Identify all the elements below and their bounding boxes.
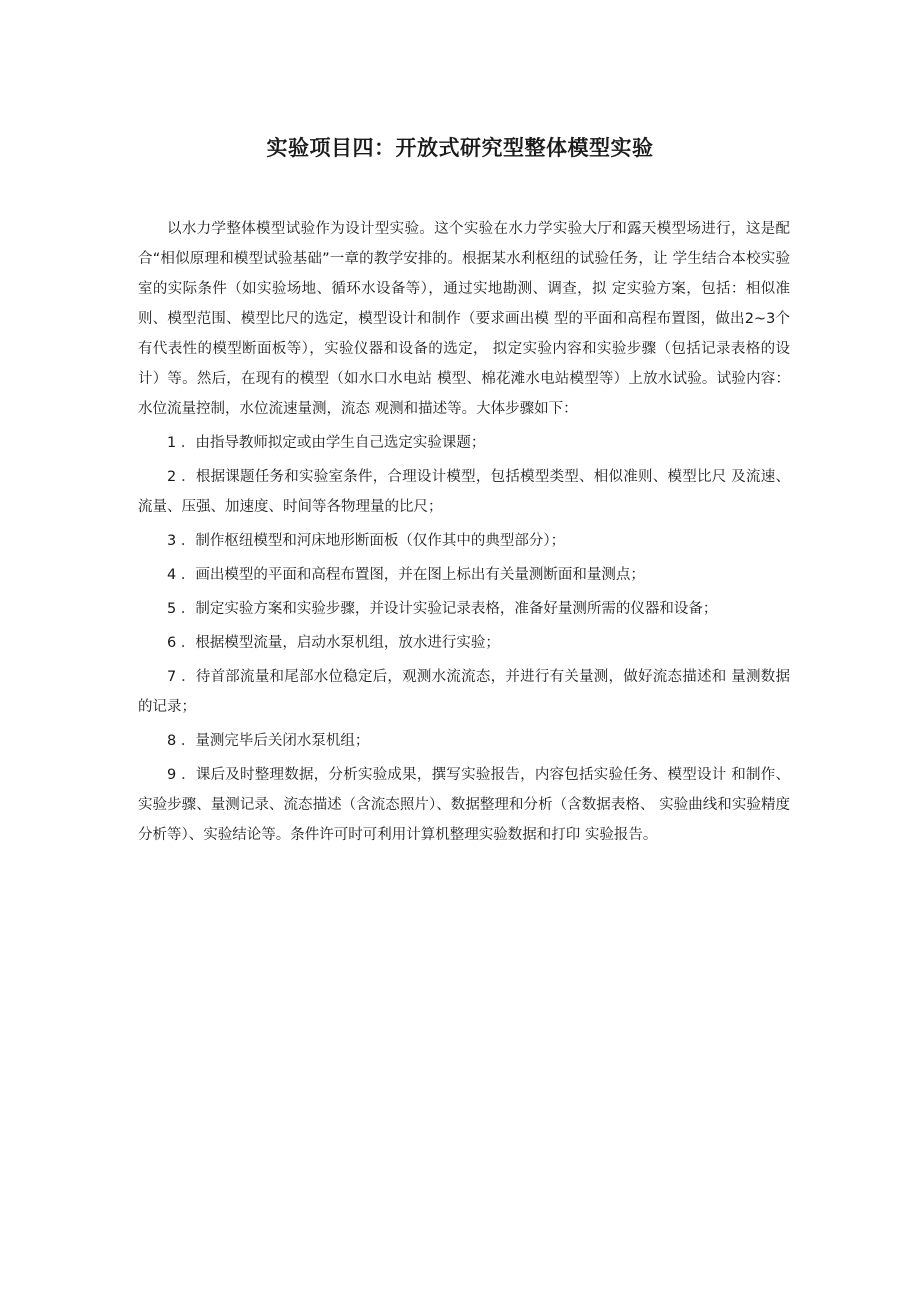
step-text: 由指导教师拟定或由学生自己选定实验课题； <box>195 435 486 451</box>
step-number: 5 ． <box>167 601 196 617</box>
step-item <box>138 462 790 522</box>
step-text: 课后及时整理数据，分析实验成果，撰写实验报告，内容包括实验任务、模型设计 和制作、实验步骤、量测记录、流态描述（含流态照片）、数据整理和分析（含数据表格、 实验曲线和实验精度分析等）、实验结论等。条件许可时可利用计算机整理实验数据和打印 实验报告。 <box>138 767 791 843</box>
step-number: 7 ． <box>167 669 196 685</box>
step-item <box>138 526 790 556</box>
step-text: 量测完毕后关闭水泵机组； <box>195 733 370 749</box>
page-title: 实验项目四：开放式研究型整体模型实验 <box>266 136 654 160</box>
step-number: 6 ． <box>167 635 196 651</box>
step-number: 3 ． <box>167 533 196 549</box>
step-number: 1 ． <box>167 435 196 451</box>
step-item <box>138 726 790 756</box>
step-item <box>138 428 790 458</box>
step-text: 根据模型流量，启动水泵机组，放水进行实验； <box>195 635 500 651</box>
step-number: 9 ． <box>167 767 196 783</box>
step-text: 制定实验方案和实验步骤，并设计实验记录表格，准备好量测所需的仪器和设备； <box>195 601 718 617</box>
step-item <box>138 594 790 624</box>
document-body <box>138 214 790 854</box>
intro-paragraph: 以水力学整体模型试验作为设计型实验。这个实验在水力学实验大厅和露天模型场进行，这是配合“相似原理和模型试验基础”一章的教学安排的。根据某水利枢纽的试验任务，让 学生结合本校实验室的实际条件（如实验场地、循环水设备等），通过实地勘测、调查，拟 定实验方案，包括：相似准则、模型范围、模型比尺的选定，模型设计和制作（要求画出模 型的平面和高程布置图，做出2~3个有代表性的模型断面板等），实验仪器和设备的选定， 拟定实验内容和实验步骤（包括记录表格的设计）等。然后，在现有的模型（如水口水电站 模型、棉花滩水电站模型等）上放水试验。试验内容：水位流量控制，水位流速量测，流态 观测和描述等。大体步骤如下： <box>138 221 790 417</box>
step-item <box>138 662 790 722</box>
step-text: 待首部流量和尾部水位稳定后，观测水流流态，并进行有关量测，做好流态描述和 量测数据的记录； <box>138 669 791 715</box>
step-number: 8 ． <box>167 733 196 749</box>
step-number: 2 ． <box>167 469 196 485</box>
step-item <box>138 760 790 850</box>
step-text: 根据课题任务和实验室条件，合理设计模型，包括模型类型、相似准则、模型比尺 及流速、流量、压强、加速度、时间等各物理量的比尺； <box>138 469 791 515</box>
step-number: 4 ． <box>167 567 196 583</box>
step-item <box>138 560 790 590</box>
step-item <box>138 628 790 658</box>
step-text: 制作枢纽模型和河床地形断面板（仅作其中的典型部分）； <box>195 533 566 549</box>
step-text: 画出模型的平面和高程布置图，并在图上标出有关量测断面和量测点； <box>195 567 645 583</box>
